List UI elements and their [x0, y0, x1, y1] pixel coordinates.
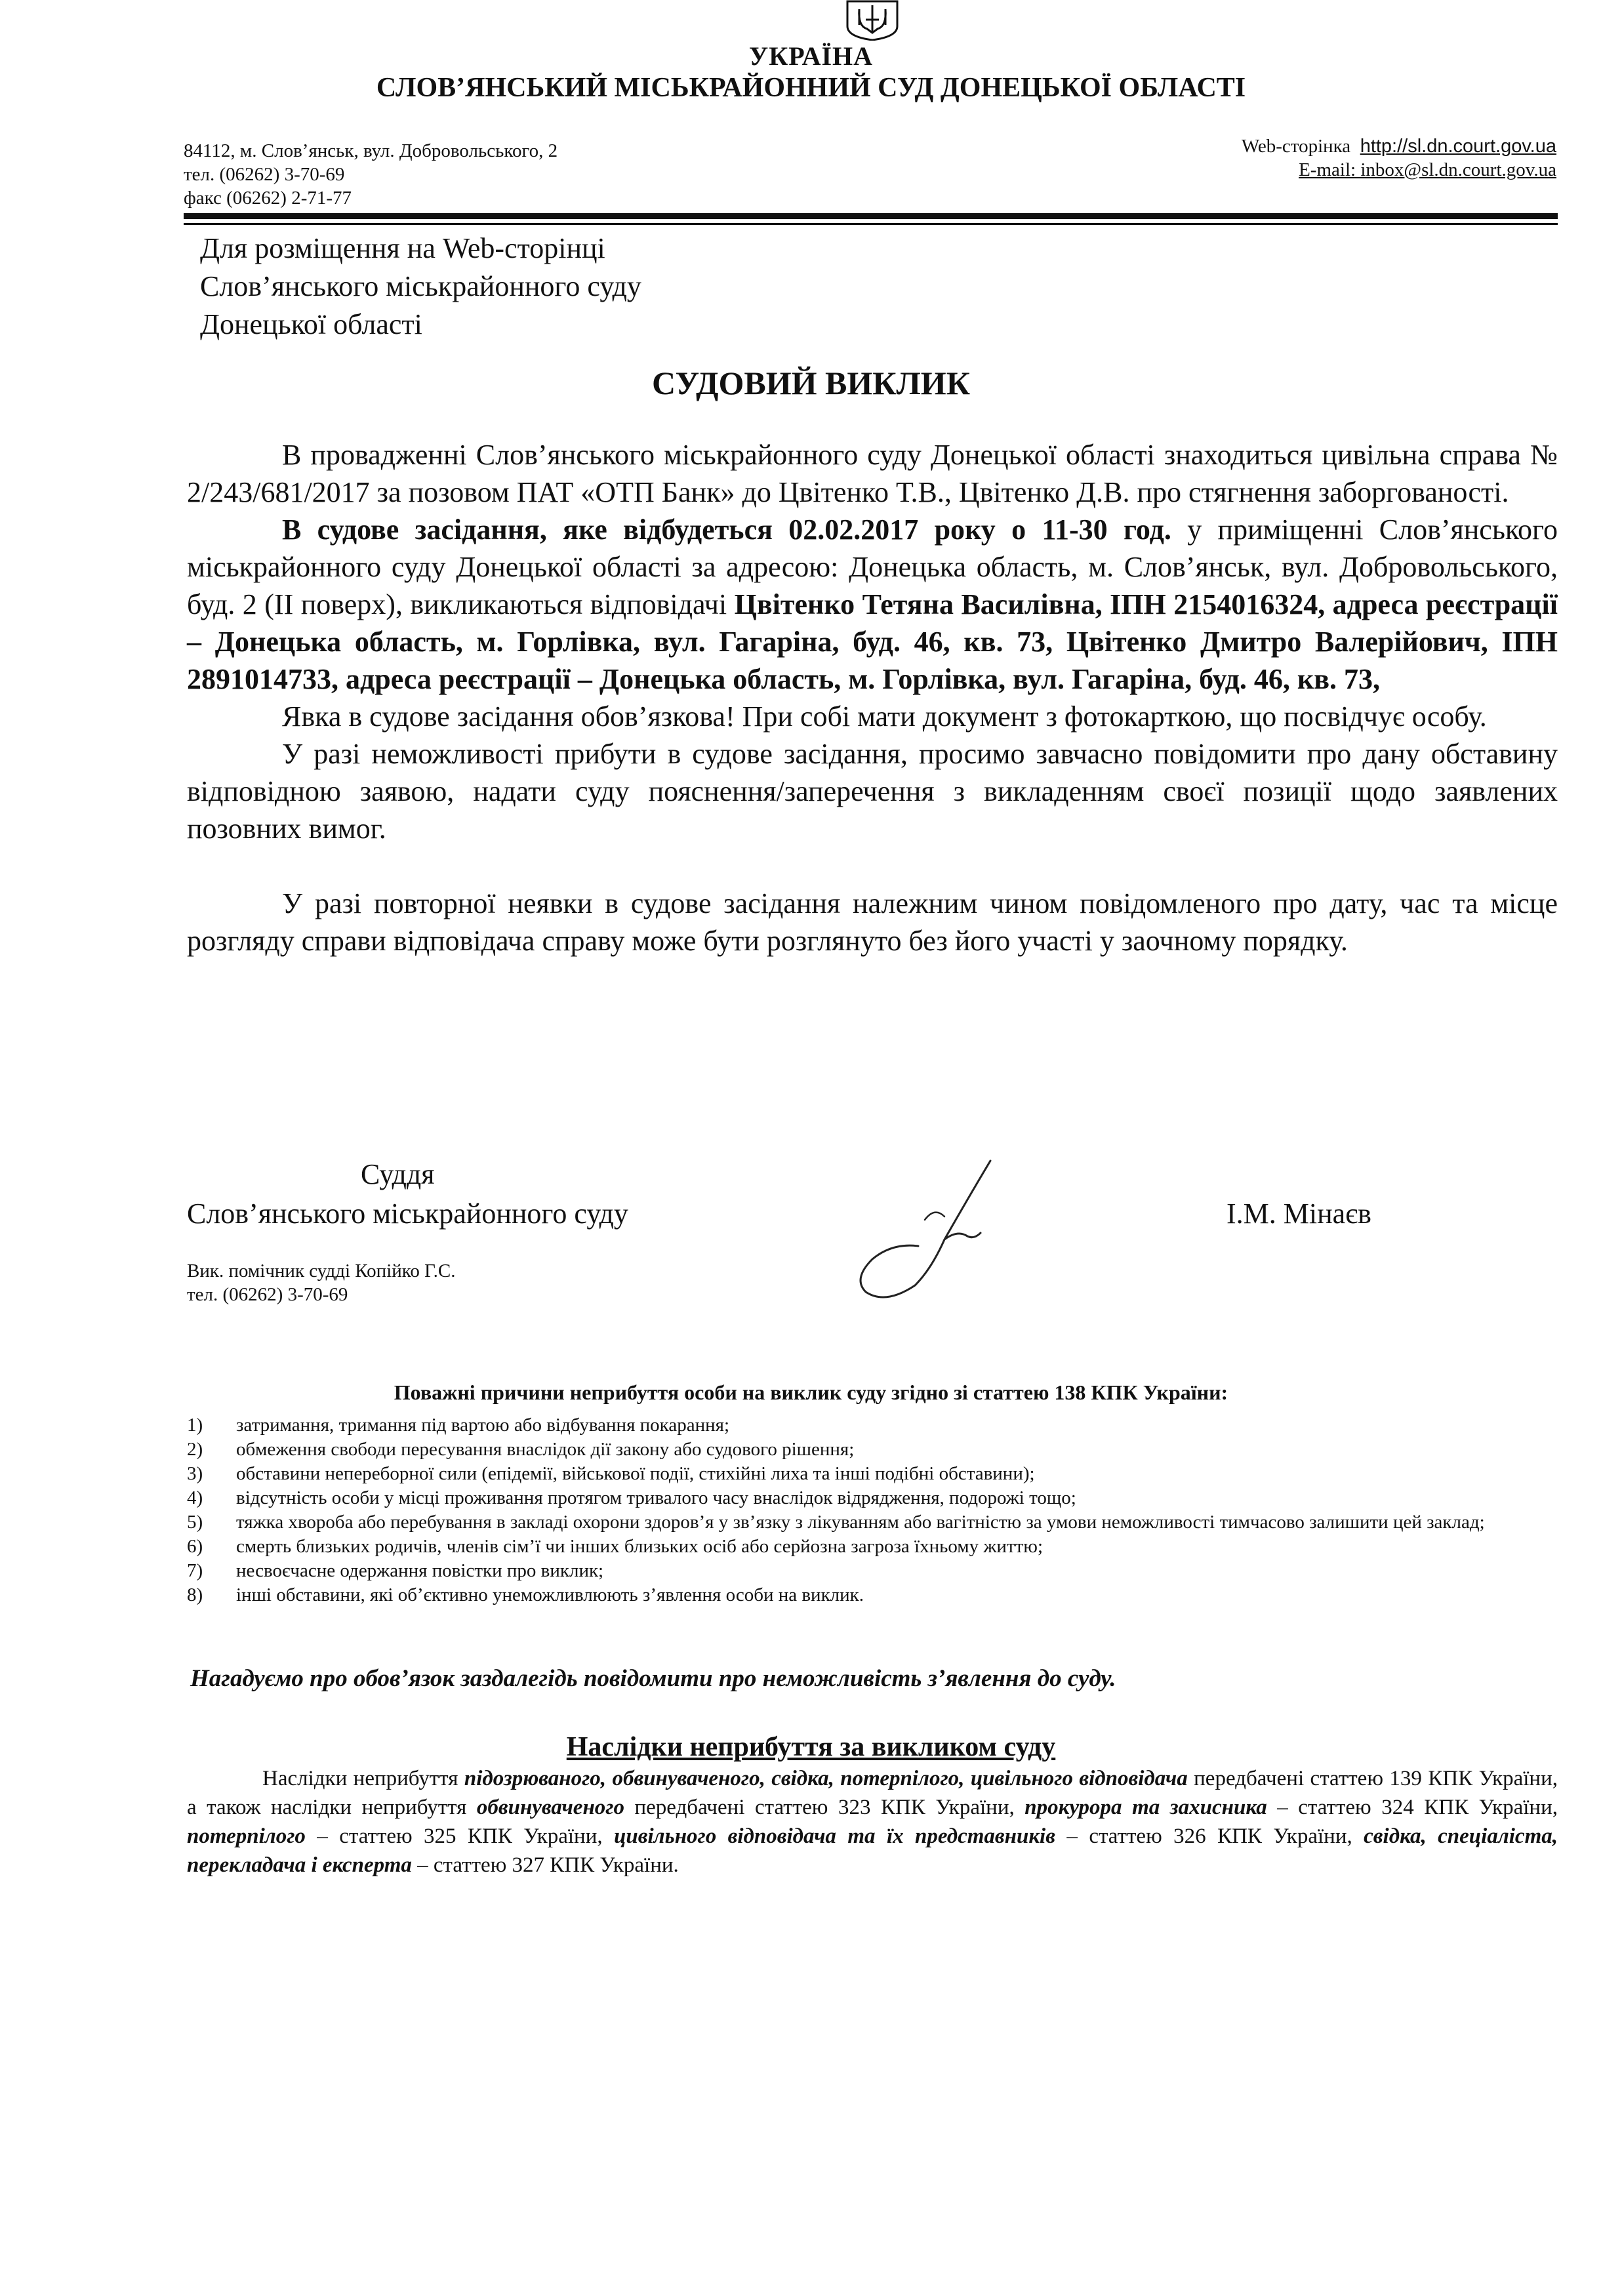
handwritten-signature — [846, 1154, 1017, 1312]
placement-line-3: Донецької області — [200, 308, 422, 340]
default-judgment-paragraph: У разі повторної неявки в судове засідання належним чином повідомленого про дату, час та місце розгляду справи відповідача справу може бути розглянуто без його участі у заочному порядку. — [187, 887, 1558, 957]
placement-line-1: Для розміщення на Web-сторінці — [200, 232, 605, 264]
list-item: 5) тяжка хвороба або перебування в закладі охорони здоров’я у зв’язку з лікуванням або вагітністю за умови неможливості тимчасово залишити цей заклад; — [187, 1512, 1485, 1533]
reasons-heading: Поважні причини неприбуття особи на виклик суду згідно зі статтею 138 КПК України: — [394, 1380, 1228, 1404]
hearing-location: у приміщенні Слов’янського міськрайонного суду Донецької області за адресою: Донецька область, м. Слов’янськ, вул. Добровольського, буд. 2 (ІІ поверх), викликаються відповідачі — [187, 514, 1558, 620]
judge-name: І.М. Мінаєв — [1227, 1198, 1371, 1230]
web-link[interactable]: http://sl.dn.court.gov.ua — [1360, 136, 1556, 157]
court-name-heading: СЛОВ’ЯНСЬКИЙ МІСЬКРАЙОННИЙ СУД ДОНЕЦЬКОЇ ОБЛАСТІ — [376, 73, 1246, 103]
header-divider-thick — [184, 213, 1558, 219]
country-heading: УКРАЇНА — [748, 41, 874, 71]
list-item: 4) відсутність особи у місці проживання протягом тривалого часу внаслідок відрядження, подорожі тощо; — [187, 1487, 1076, 1508]
address-line: 84112, м. Слов’янськ, вул. Добровольського, 2 — [184, 140, 558, 161]
fax-line: факс (06262) 2-71-77 — [184, 188, 352, 209]
hearing-paragraph — [187, 511, 1558, 698]
consequences-heading: Наслідки неприбуття за викликом суду — [566, 1732, 1056, 1762]
assistant-phone: тел. (06262) 3-70-69 — [187, 1284, 348, 1305]
header-divider-thin — [184, 223, 1558, 225]
placement-line-2: Слов’янського міськрайонного суду — [200, 270, 641, 302]
phone-line: тел. (06262) 3-70-69 — [184, 164, 345, 185]
list-item: 6) смерть близьких родичів, членів сім’ї чи інших близьких осіб або серйозна загроза їхньому життю; — [187, 1536, 1044, 1557]
inability-paragraph: У разі неможливості прибути в судове засідання, просимо завчасно повідомити про дану обставину відповідною заявою, надати суду пояснення/заперечення з викладенням своєї позиції щодо заявлених позовних вимог. — [187, 738, 1558, 845]
list-item: 8) інші обставини, які об’єктивно унеможливлюють з’явлення особи на виклик. — [187, 1584, 864, 1605]
document-title: СУДОВИЙ ВИКЛИК — [652, 365, 970, 401]
judge-court: Слов’янського міськрайонного суду — [187, 1198, 628, 1230]
list-item: 3) обставини непереборної сили (епідемії, військової події, стихійні лиха та інші подібні обставини); — [187, 1463, 1035, 1484]
case-paragraph: В провадженні Слов’янського міськрайонного суду Донецької області знаходиться цивільна справа № 2/243/681/2017 за позовом ПАТ «ОТП Банк» до Цвітенко Т.В., Цвітенко Д.В. про стягнення заборгованості. — [187, 439, 1558, 508]
hearing-date: В судове засідання, яке відбудеться 02.02.2017 року о 11-30 год. — [282, 514, 1171, 546]
email-link[interactable]: E-mail: inbox@sl.dn.court.gov.ua — [1299, 159, 1556, 180]
list-item: 1) затримання, тримання під вартою або відбування покарання; — [187, 1415, 730, 1436]
assistant-block — [187, 1259, 712, 1306]
attendance-paragraph: Явка в судове засідання обов’язкова! При собі мати документ з фотокарткою, що посвідчує особу. — [282, 700, 1487, 733]
judge-title: Суддя — [361, 1158, 435, 1190]
assistant-name: Вик. помічник судді Копійко Г.С. — [187, 1260, 456, 1281]
reminder-note: Нагадуємо про обов’язок заздалегідь повідомити про неможливість з’явлення до суду. — [190, 1665, 1116, 1692]
trident-emblem-icon — [841, 0, 904, 41]
consequences-paragraph: Наслідки неприбуття підозрюваного, обвинуваченого, свідка, потерпілого, цивільного відповідача передбачені статтею 139 КПК України, а також наслідки неприбуття обвинуваченого передбачені статтею 323 КПК України, прокурора та захисника – статтею 324 КПК України, потерпілого – статтею 325 КПК України, цивільного відповідача та їх представників – статтею 326 КПК України, свідка, спеціаліста, перекладача і експерта – статтею 327 КПК України. — [187, 1767, 1558, 1877]
web-label: Web-сторінка — [1241, 136, 1351, 157]
defendants: Цвітенко Тетяна Василівна, ІПН 2154016324, адреса реєстрації – Донецька область, м. Горлівка, вул. Гагаріна, буд. 46, кв. 73, Цвітенко Дмитро Валерійович, ІПН 2891014733, адреса реєстрації – Донецька область, м. Горлівка, вул. Гагаріна, буд. 46, кв. 73, — [187, 588, 1558, 695]
list-item: 7) несвоєчасне одержання повістки про виклик; — [187, 1560, 604, 1581]
placement-note — [200, 230, 856, 344]
reasons-list — [187, 1413, 1558, 1607]
consequences-body — [187, 1764, 1558, 1880]
summons-body — [187, 436, 1558, 959]
list-item: 2) обмеження свободи пересування внаслідок дії закону або судового рішення; — [187, 1439, 855, 1460]
contact-block — [966, 134, 1556, 182]
court-address-block — [184, 139, 708, 210]
